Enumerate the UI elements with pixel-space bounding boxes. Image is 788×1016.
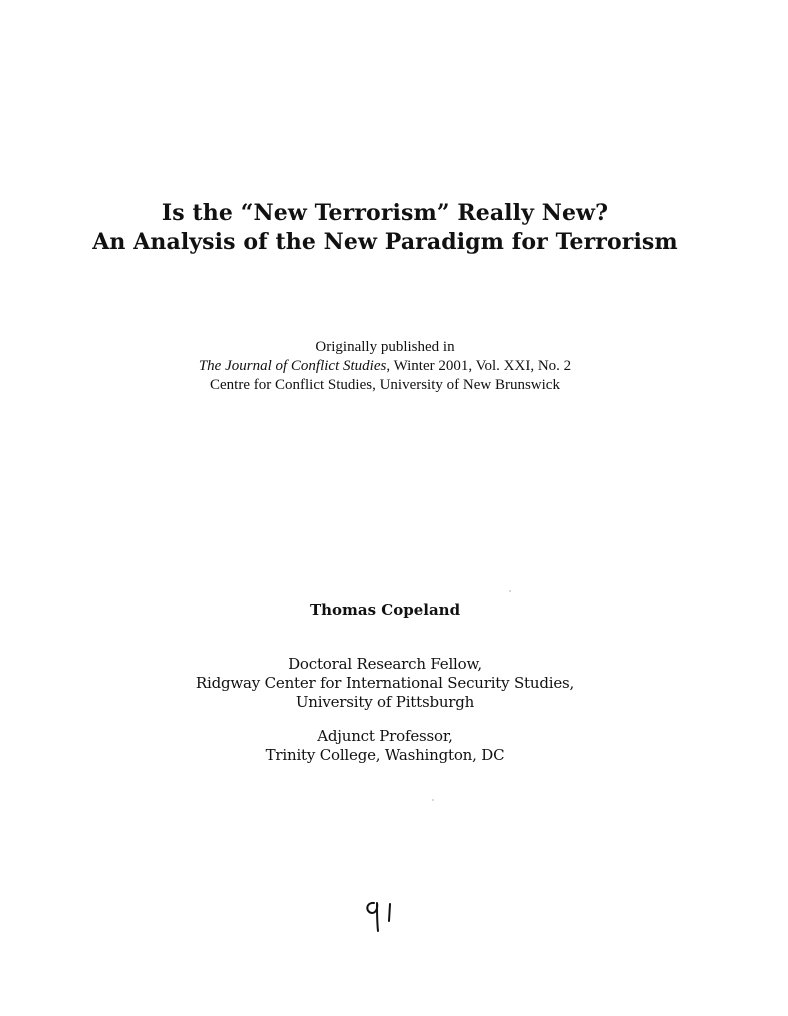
title-line-1: Is the “New Terrorism” Really New? [161, 200, 609, 226]
author-institution-1-university: University of Pittsburgh [295, 693, 475, 711]
handwritten-page-number [360, 895, 404, 935]
title-line-2: An Analysis of the New Paradigm for Terrorism [92, 229, 678, 255]
scan-speck [432, 799, 434, 801]
publisher: Centre for Conflict Studies, University of New Brunswick [210, 377, 560, 393]
author-name: Thomas Copeland [309, 601, 461, 619]
publication-citation [0, 357, 770, 375]
author-institution-2: Trinity College, Washington, DC [265, 746, 505, 764]
scan-speck [509, 590, 511, 592]
author-institution-1: Ridgway Center for International Security Studies, [195, 674, 575, 692]
author-position-1: Doctoral Research Fellow, [288, 655, 482, 673]
publication-note: Originally published in [315, 339, 455, 355]
author-position-2: Adjunct Professor, [317, 727, 453, 745]
journal-name: The Journal of Conflict Studies [198, 358, 387, 374]
journal-issue: , Winter 2001, Vol. XXI, No. 2 [386, 358, 572, 374]
